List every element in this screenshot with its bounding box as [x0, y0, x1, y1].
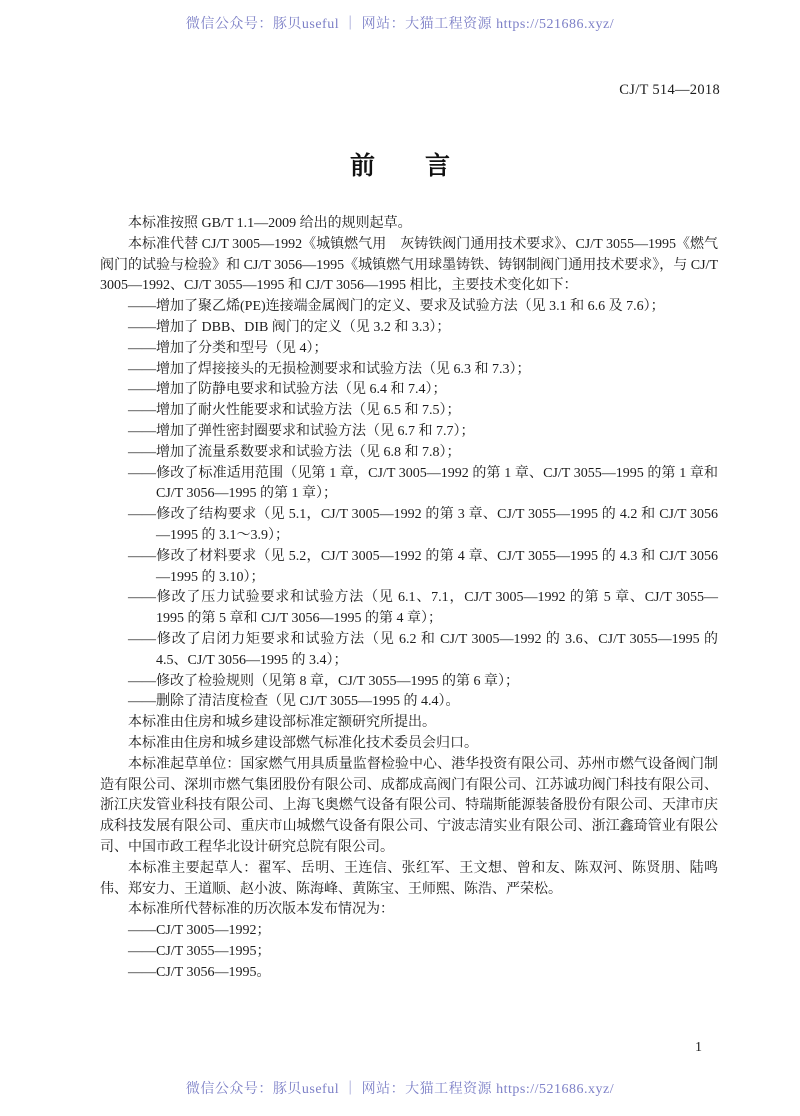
- change-list-item: ——修改了启闭力矩要求和试验方法（见 6.2 和 CJ/T 3005—1992 的 3.6、CJ/T 3055—1995 的 4.5、CJ/T 3056—1995 的 3.4）；: [128, 631, 718, 668]
- paragraph: 本标准由住房和城乡建设部燃气标准化技术委员会归口。: [128, 735, 478, 751]
- change-list-item: ——增加了聚乙烯(PE)连接端金属阀门的定义、要求及试验方法（见 3.1 和 6.6 及 7.6）；: [128, 299, 665, 315]
- change-list-item: ——删除了清洁度检查（见 CJ/T 3055—1995 的 4.4）。: [128, 694, 460, 710]
- paragraph: 本标准代替 CJ/T 3005—1992《城镇燃气用 灰铸铁阀门通用技术要求》、CJ/T 3055—1995《燃气阀门的试验与检验》和 CJ/T 3056—1995《城镇燃气用球墨铸铁、铸钢制阀门通用技术要求》，与 CJ/T 3005—1992、CJ/T 3055—1995 和 CJ/T 3056—1995 相比，主要技术变化如下：: [100, 236, 718, 294]
- change-list-item: ——增加了焊接接头的无损检测要求和试验方法（见 6.3 和 7.3）；: [128, 361, 531, 377]
- change-list-item: ——增加了 DBB、DIB 阀门的定义（见 3.2 和 3.3）；: [128, 319, 451, 335]
- paragraph: 本标准主要起草人：翟军、岳明、王连信、张红军、王文想、曾和友、陈双河、陈贤朋、陆鸣伟、郑安力、王道顺、赵小波、陈海峰、黄陈宝、王师熙、陈浩、严荣松。: [100, 860, 718, 897]
- change-list-item: ——修改了标准适用范围（见第 1 章，CJ/T 3005—1992 的第 1 章、CJ/T 3055—1995 的第 1 章和 CJ/T 3056—1995 的第 1 章）；: [128, 465, 718, 502]
- history-list-item: ——CJ/T 3005—1992；: [128, 923, 271, 939]
- paragraph: 本标准起草单位：国家燃气用具质量监督检验中心、港华投资有限公司、苏州市燃气设备阀门制造有限公司、深圳市燃气集团股份有限公司、成都成高阀门有限公司、江苏诚功阀门科技有限公司、浙江庆发管业科技有限公司、上海飞奥燃气设备有限公司、特瑞斯能源装备股份有限公司、天津市庆成科技发展有限公司、重庆市山城燃气设备有限公司、宁波志清实业有限公司、浙江鑫琦管业有限公司、中国市政工程华北设计研究总院有限公司。: [100, 756, 718, 855]
- change-list-item: ——增加了分类和型号（见 4）；: [128, 340, 328, 356]
- paragraph: 本标准由住房和城乡建设部标准定额研究所提出。: [128, 715, 436, 731]
- change-list-item: ——修改了结构要求（见 5.1，CJ/T 3005—1992 的第 3 章、CJ/T 3055—1995 的 4.2 和 CJ/T 3056—1995 的 3.1～3.9）；: [128, 507, 718, 543]
- history-list-item: ——CJ/T 3056—1995。: [128, 964, 271, 980]
- change-list-item: ——增加了流量系数要求和试验方法（见 6.8 和 7.8）；: [128, 444, 461, 460]
- page-number: 1: [695, 1040, 702, 1055]
- history-list-item: ——CJ/T 3055—1995；: [128, 943, 271, 959]
- doc-number: CJ/T 514—2018: [619, 82, 720, 98]
- watermark-top: 微信公众号：豚贝useful ｜ 网站：大猫工程资源 https://521686.xyz/: [185, 17, 615, 32]
- page-title: 前 言: [349, 152, 450, 180]
- watermark-bottom: 微信公众号：豚贝useful ｜ 网站：大猫工程资源 https://521686.xyz/: [185, 1082, 615, 1097]
- change-list-item: ——增加了防静电要求和试验方法（见 6.4 和 7.4）；: [128, 382, 447, 398]
- change-list-item: ——修改了压力试验要求和试验方法（见 6.1、7.1，CJ/T 3005—1992 的第 5 章、CJ/T 3055—1995 的第 5 章和 CJ/T 3056—1995 的第 4 章）；: [128, 590, 718, 627]
- change-list-item: ——修改了检验规则（见第 8 章，CJ/T 3055—1995 的第 6 章）；: [128, 673, 519, 689]
- foreword-body: [100, 214, 718, 983]
- change-list-item: ——增加了耐火性能要求和试验方法（见 6.5 和 7.5）；: [128, 403, 461, 419]
- paragraph: 本标准按照 GB/T 1.1—2009 给出的规则起草。: [128, 216, 412, 231]
- change-list-item: ——修改了材料要求（见 5.2，CJ/T 3005—1992 的第 4 章、CJ/T 3055—1995 的 4.3 和 CJ/T 3056—1995 的 3.10）；: [128, 548, 718, 585]
- change-list-item: ——增加了弹性密封圈要求和试验方法（见 6.7 和 7.7）；: [128, 423, 475, 439]
- paragraph: 本标准所代替标准的历次版本发布情况为：: [128, 902, 394, 918]
